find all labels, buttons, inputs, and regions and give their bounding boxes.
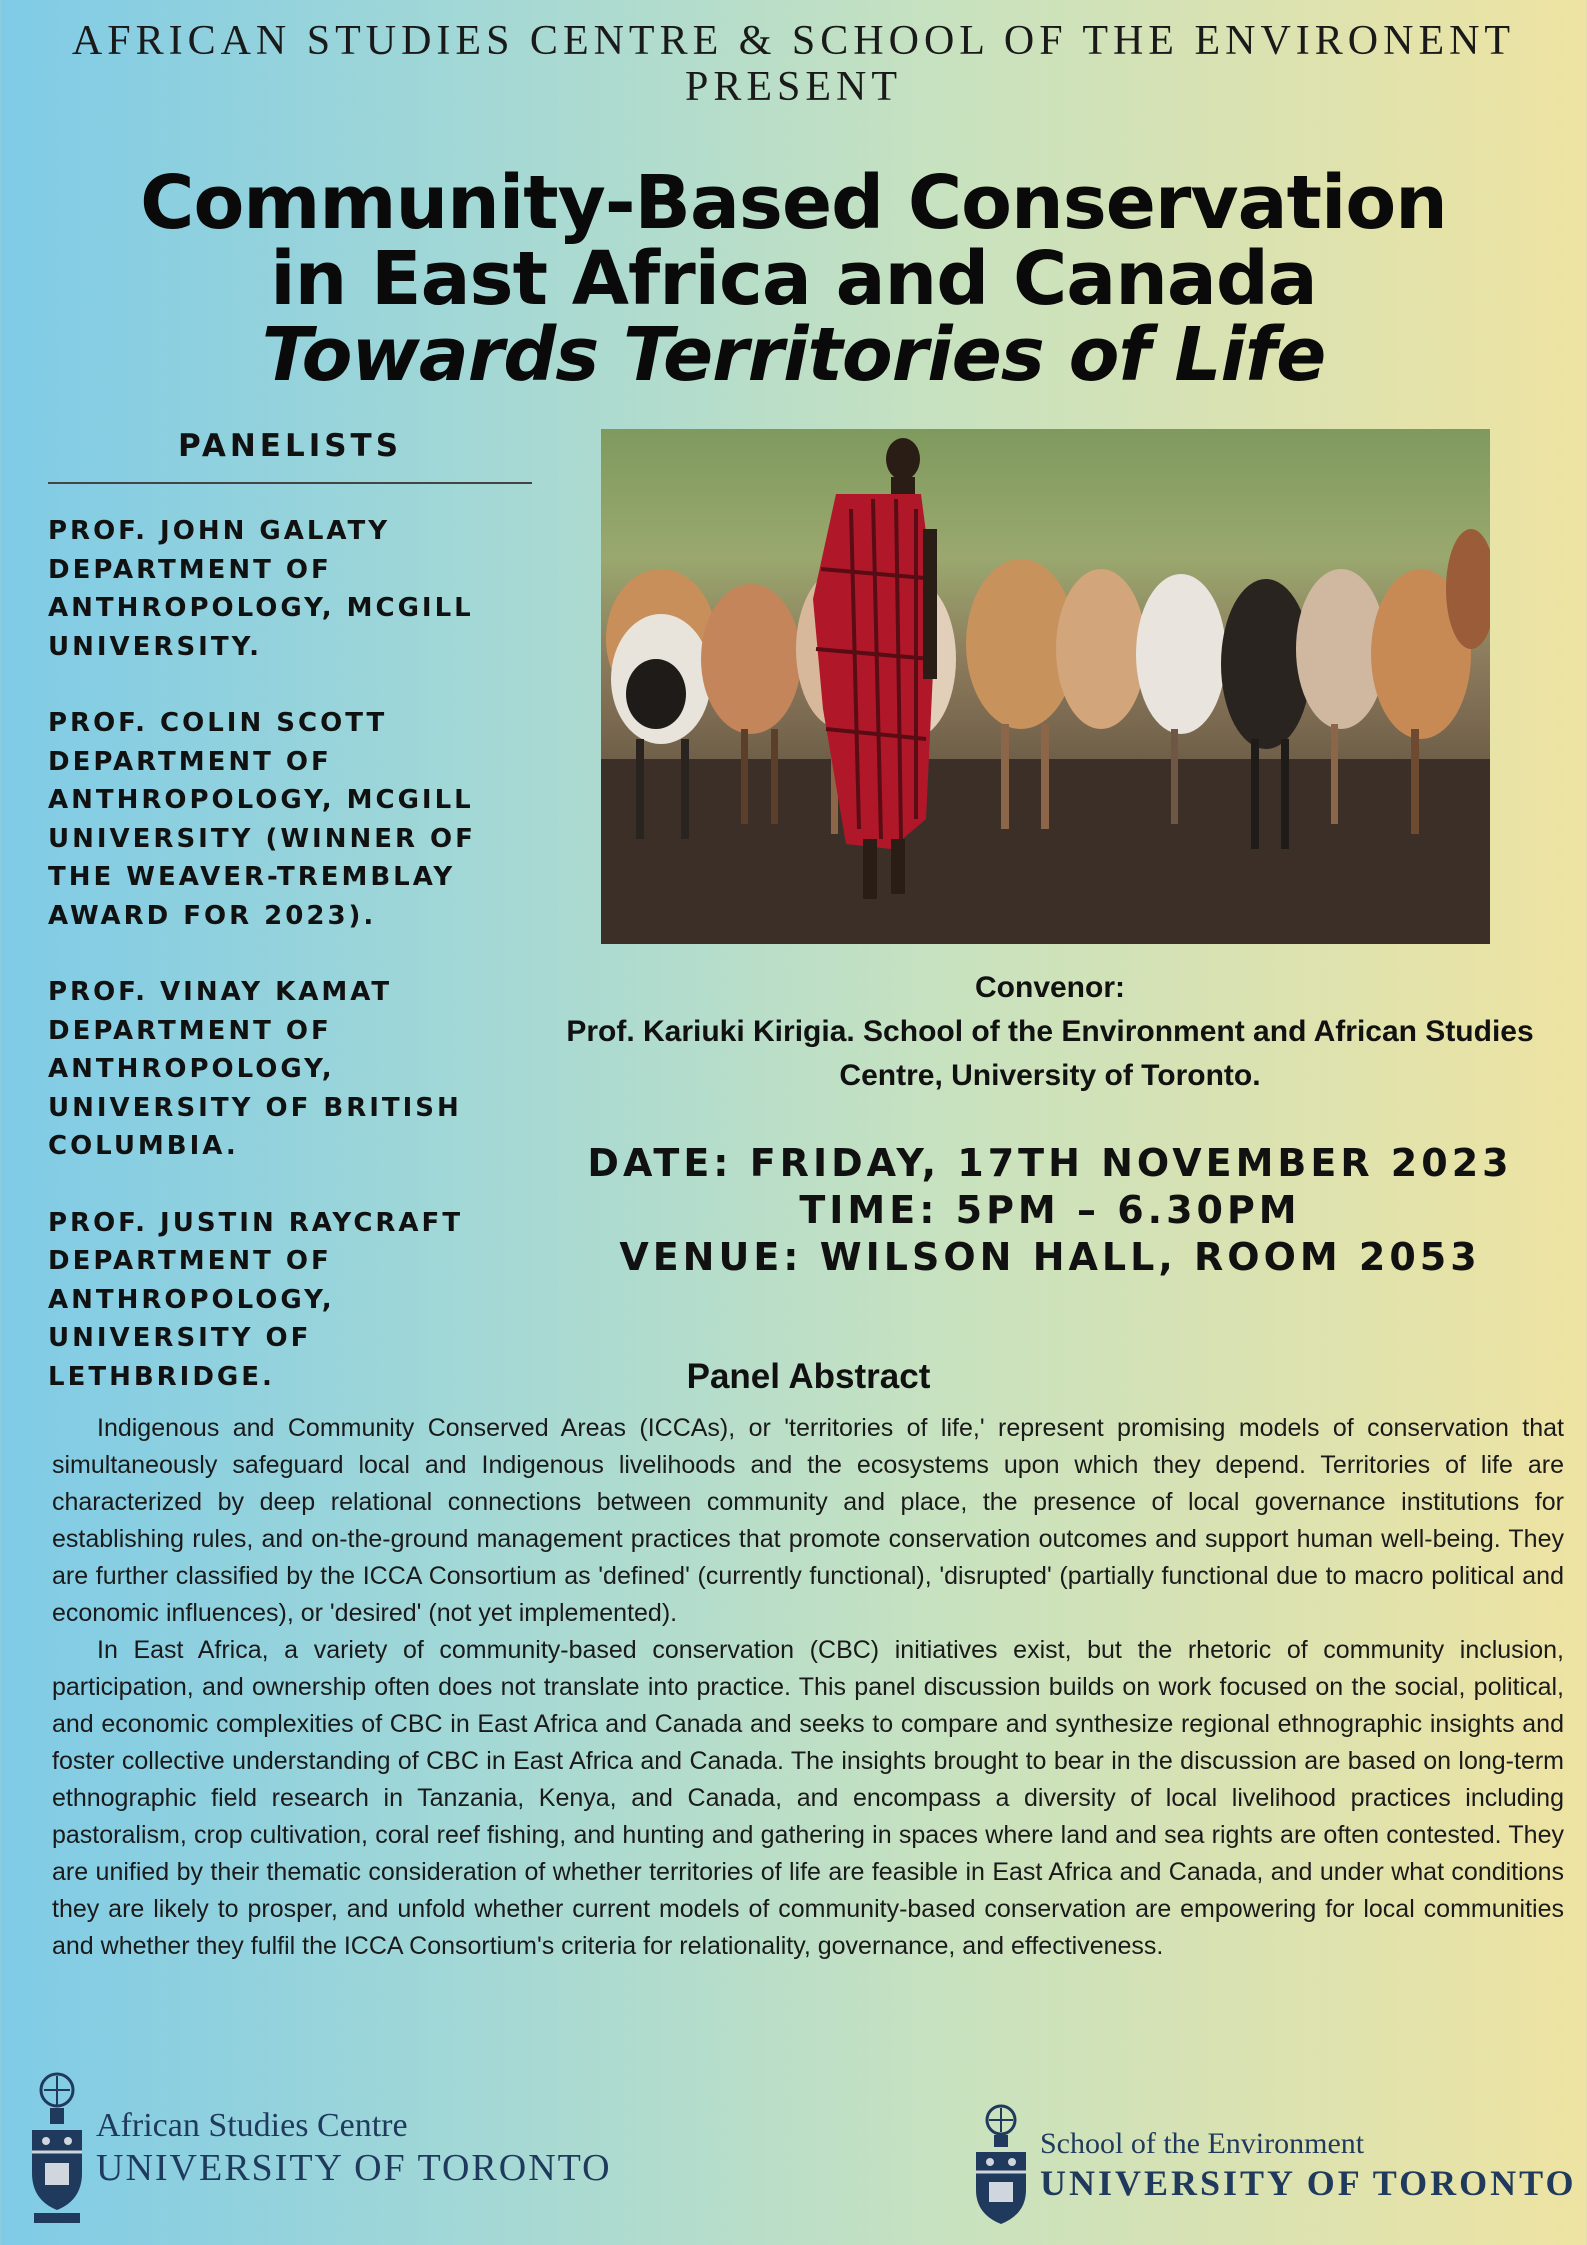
title-subtitle: Towards Territories of Life bbox=[261, 312, 1326, 398]
herder-with-cattle-photo bbox=[601, 429, 1490, 944]
presenter-header bbox=[0, 18, 1587, 110]
asc-logo-line1: African Studies Centre bbox=[96, 2107, 408, 2144]
abstract-paragraph: Indigenous and Community Conserved Areas (ICCAs), or 'territories of life,' represent promising models of conservation that simultaneously safeguard local and Indigenous livelihoods and the ecosystems upon which they depend. Territories of life are characterized by deep relational connections between community and place, the presence of local governance institutions for establishing rules, and on-the-ground management practices that promote conservation outcomes and support human well-being. They are further classified by the ICCA Consortium as 'defined' (currently functional), 'disrupted' (partially functional due to macro political and economic influences), or 'desired' (not yet implemented). bbox=[52, 1414, 1564, 1627]
event-details bbox=[530, 1140, 1570, 1281]
panelist-name: PROF. JUSTIN RAYCRAFT bbox=[48, 1207, 464, 1238]
panelist-affiliation: DEPARTMENT OF ANTHROPOLOGY, UNIVERSITY OF BRITISH COLUMBIA. bbox=[48, 1015, 462, 1161]
title-line-1: Community-Based Conservation bbox=[140, 160, 1447, 246]
uoft-crest-icon bbox=[28, 2068, 86, 2228]
abstract-body bbox=[52, 1410, 1564, 1965]
present-line: PRESENT bbox=[684, 64, 903, 110]
panelists-heading: PANELISTS bbox=[48, 428, 532, 484]
convenor-block bbox=[530, 966, 1570, 1098]
panelist-name: PROF. JOHN GALATY bbox=[48, 516, 391, 546]
panelists-list bbox=[48, 512, 518, 1434]
event-time: TIME: 5PM – 6.30PM bbox=[799, 1188, 1301, 1232]
event-date: DATE: FRIDAY, 17TH NOVEMBER 2023 bbox=[587, 1141, 1513, 1185]
panelist-affiliation: DEPARTMENT OF ANTHROPOLOGY, UNIVERSITY OF LETHBRIDGE. bbox=[48, 1246, 335, 1392]
panelist-affiliation: DEPARTMENT OF ANTHROPOLOGY, MCGILL UNIVERSITY (WINNER OF THE WEAVER-TREMBLAY AWARD FOR 2023). bbox=[48, 746, 476, 931]
panelist-affiliation: DEPARTMENT OF ANTHROPOLOGY, MCGILL UNIVERSITY. bbox=[48, 554, 474, 662]
soe-logo-line1: School of the Environment bbox=[1040, 2127, 1365, 2160]
african-studies-centre-logo bbox=[28, 2068, 612, 2228]
photo-illustration bbox=[601, 429, 1490, 944]
soe-logo-line2: UNIVERSITY OF TORONTO bbox=[1040, 2163, 1577, 2203]
event-title bbox=[0, 160, 1587, 398]
title-line-2: in East Africa and Canada bbox=[270, 236, 1317, 322]
event-venue: VENUE: WILSON HALL, ROOM 2053 bbox=[619, 1235, 1481, 1279]
uoft-crest-icon bbox=[972, 2102, 1030, 2230]
panelist-item bbox=[48, 512, 518, 666]
asc-logo-line2: UNIVERSITY OF TORONTO bbox=[96, 2147, 612, 2189]
panelist-item bbox=[48, 973, 518, 1166]
abstract-paragraph: In East Africa, a variety of community-based conservation (CBC) initiatives exist, but the rhetoric of community inclusion, participation, and ownership often does not translate into practice. This panel discussion builds on work focused on the social, political, and economic complexities of CBC in East Africa and Canada and seeks to compare and synthesize regional ethnographic insights and foster collective understanding of CBC in East Africa and Canada. The insights brought to bear in the discussion are based on long-term ethnographic field research in Tanzania, Kenya, and Canada, and encompass a diversity of local livelihood practices including pastoralism, crop cultivation, coral reef fishing, and hunting and gathering in spaces where land and sea rights are often contested. They are unified by their thematic consideration of whether territories of life are feasible in East Africa and Canada, and under what conditions they are likely to prosper, and unfold whether current models of community-based conservation are empowering for local communities and whether they fulfil the ICCA Consortium's criteria for relationality, governance, and effectiveness. bbox=[52, 1636, 1564, 1960]
convenor-label: Convenor: bbox=[975, 971, 1125, 1004]
presenter-line: AFRICAN STUDIES CENTRE & SCHOOL OF THE ENVIRONENT bbox=[71, 18, 1516, 64]
abstract-heading: Panel Abstract bbox=[686, 1357, 931, 1396]
convenor-detail: Prof. Kariuki Kirigia. School of the Environment and African Studies Centre, University of Toronto. bbox=[566, 1015, 1534, 1092]
panelist-name: PROF. VINAY KAMAT bbox=[48, 977, 393, 1007]
school-of-environment-logo bbox=[972, 2102, 1576, 2230]
panelist-name: PROF. COLIN SCOTT bbox=[48, 708, 388, 738]
panelist-item bbox=[48, 704, 518, 935]
